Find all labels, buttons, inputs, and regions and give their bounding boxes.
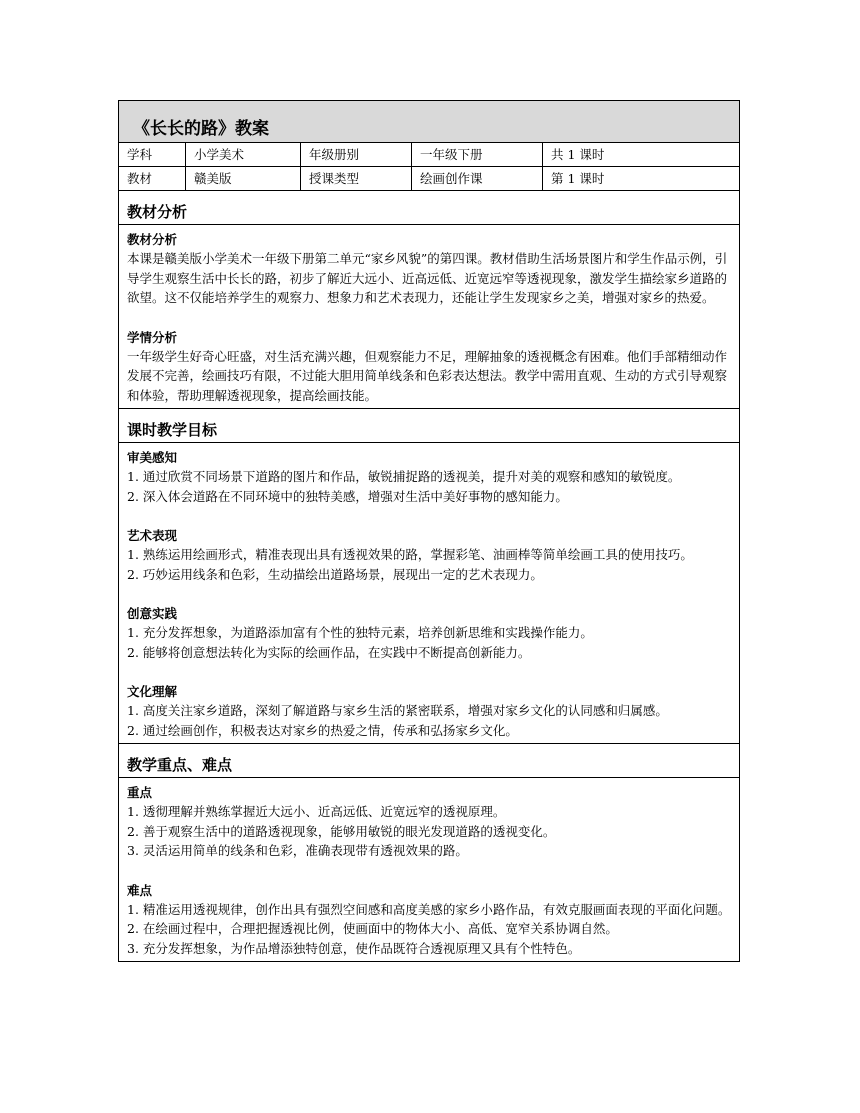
lesson-type-value: 绘画创作课 [412, 167, 543, 190]
list-item: 2. 巧妙运用线条和色彩，生动描绘出道路场景，展现出一定的艺术表现力。 [127, 566, 543, 582]
textbook-label: 教材 [119, 167, 186, 190]
subject-value: 小学美术 [186, 143, 301, 166]
grade-label: 年级册别 [301, 143, 412, 166]
section-body-analysis [119, 225, 739, 409]
section-heading-objectives: 课时教学目标 [119, 409, 739, 443]
subsection-title: 重点 [127, 785, 153, 800]
section-heading-key-points: 教学重点、难点 [119, 744, 739, 778]
list-item: 1. 熟练运用绘画形式，精准表现出具有透视效果的路，掌握彩笔、油画棒等简单绘画工具的使用技巧。 [127, 547, 693, 562]
info-row-1 [119, 143, 739, 167]
subsection-title: 教材分析 [127, 232, 178, 247]
subsection-title: 艺术表现 [127, 528, 178, 543]
lesson-type-label: 授课类型 [301, 167, 412, 190]
subsection-title: 学情分析 [127, 329, 178, 345]
section-body-objectives [119, 443, 739, 744]
list-item: 2. 通过绘画创作，积极表达对家乡的热爱之情，传承和弘扬家乡文化。 [127, 722, 518, 738]
paragraph: 一年级学生好奇心旺盛，对生活充满兴趣，但观察能力不足，理解抽象的透视概念有困难。他们手部精细动作发展不完善，绘画技巧有限，不过能大胆用简单线条和色彩表达想法。教学中需用直观、生动的方式引导观察和体验，帮助理解透视现象，提高绘画技能。 [127, 348, 728, 403]
paragraph: 本课是赣美版小学美术一年级下册第二单元“家乡风貌”的第四课。教材借助生活场景图片和学生作品示例，引导学生观察生活中长长的路，初步了解近大远小、近高远低、近宽远窄等透视现象，激发学生描绘家乡道路的欲望。这不仅能培养学生的观察力、想象力和艺术表现力，还能让学生发现家乡之美，增强对家乡的热爱。 [127, 251, 728, 305]
subsection-title: 文化理解 [127, 684, 178, 699]
list-item: 3. 灵活运用简单的线条和色彩，准确表现带有透视效果的路。 [127, 843, 468, 858]
subsection-title: 创意实践 [127, 606, 178, 621]
textbook-value: 赣美版 [186, 167, 301, 190]
list-item: 2. 在绘画过程中，合理把握透视比例，使画面中的物体大小、高低、宽窄关系协调自然。 [127, 921, 618, 936]
list-item: 3. 充分发挥想象，为作品增添独特创意，使作品既符合透视原理又具有个性特色。 [127, 940, 581, 956]
lesson-plan-table [118, 100, 740, 962]
list-item: 2. 善于观察生活中的道路透视现象，能够用敏锐的眼光发现道路的透视变化。 [127, 823, 556, 839]
grade-value: 一年级下册 [412, 143, 543, 166]
list-item: 2. 能够将创意想法转化为实际的绘画作品，在实践中不断提高创新能力。 [127, 644, 531, 660]
subsection-title: 审美感知 [127, 450, 178, 465]
list-item: 1. 透彻理解并熟练掌握近大远小、近高远低、近宽远窄的透视原理。 [127, 804, 506, 819]
list-item: 1. 充分发挥想象，为道路添加富有个性的独特元素，培养创新思维和实践操作能力。 [127, 625, 593, 640]
list-item: 1. 通过欣赏不同场景下道路的图片和作品，敏锐捕捉路的透视美，提升对美的观察和感知的敏锐度。 [127, 469, 681, 484]
section-heading-analysis: 教材分析 [119, 191, 739, 225]
list-item: 2. 深入体会道路在不同环境中的独特美感，增强对生活中美好事物的感知能力。 [127, 488, 568, 504]
total-periods: 共 1 课时 [551, 147, 605, 162]
subsection-title: 难点 [127, 882, 153, 898]
subject-label: 学科 [119, 143, 186, 166]
list-item: 1. 精准运用透视规律，创作出具有强烈空间感和高度美感的家乡小路作品，有效克服画面表现的平面化问题。 [127, 901, 731, 917]
current-period: 第 1 课时 [551, 171, 605, 186]
section-body-key-points [119, 778, 739, 961]
list-item: 1. 高度关注家乡道路，深刻了解道路与家乡生活的紧密联系，增强对家乡文化的认同感和归属感。 [127, 703, 668, 718]
info-row-2 [119, 167, 739, 191]
document-title: 《长长的路》教案 [119, 101, 739, 143]
